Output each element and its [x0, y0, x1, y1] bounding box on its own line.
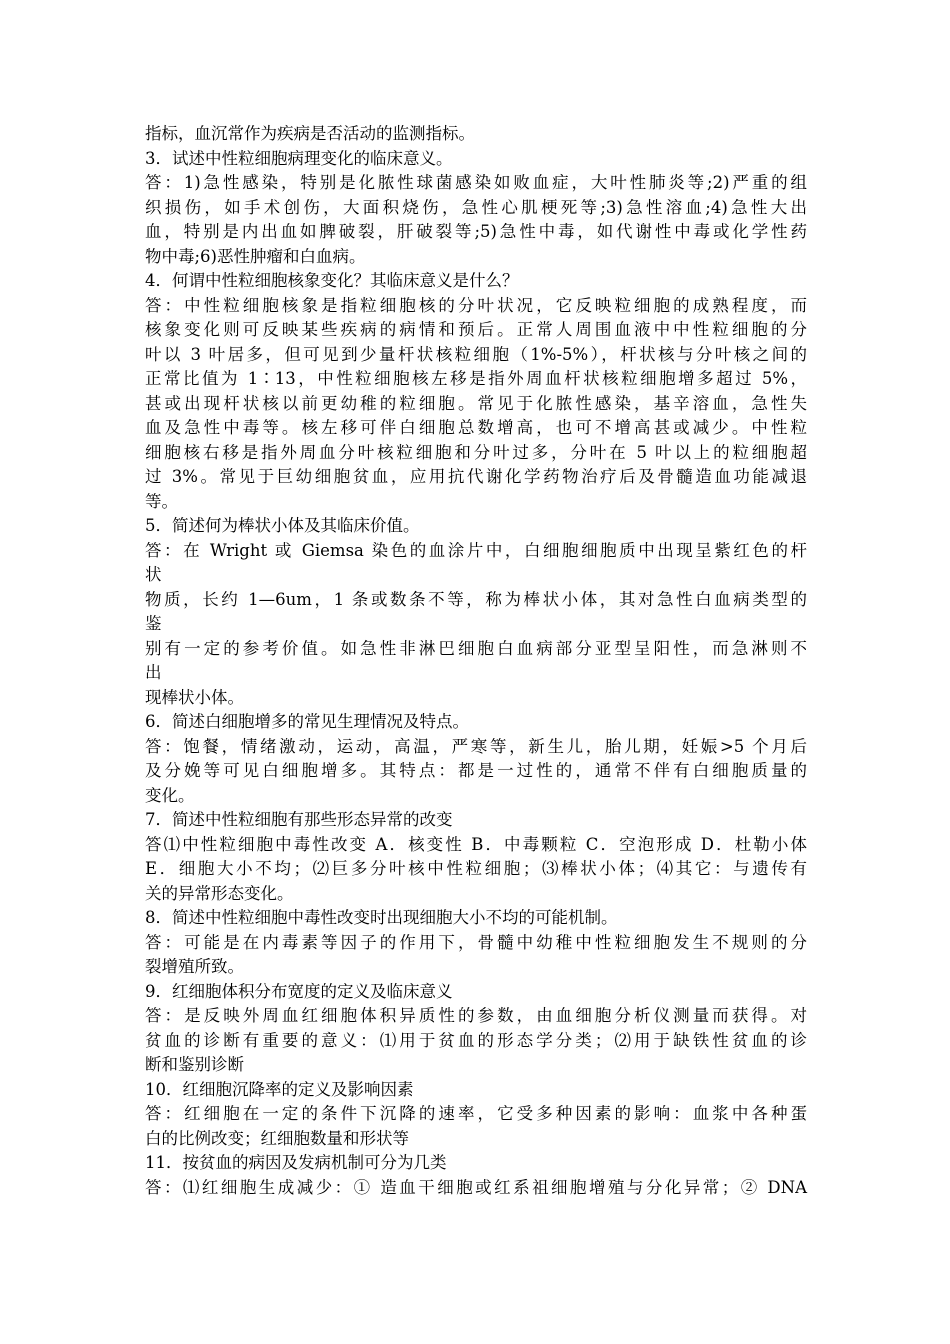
text-line: 甚或出现杆状核以前更幼稚的粒细胞。常见于化脓性感染，基辛溶血，急性失	[145, 393, 807, 413]
text-line: 鉴	[145, 614, 162, 633]
question-heading: 3．试述中性粒细胞病理变化的临床意义。	[145, 148, 453, 168]
question-heading: 10．红细胞沉降率的定义及影响因素	[145, 1079, 414, 1099]
question-heading: 4．何谓中性粒细胞核象变化？其临床意义是什么？	[145, 271, 519, 290]
text-line: 血，特别是内出血如脾破裂，肝破裂等;5)急性中毒，如代谢性中毒或化学性药	[145, 222, 807, 241]
text-line: 现棒状小体。	[145, 687, 244, 707]
text-line: 及分娩等可见白细胞增多。其特点：都是一过性的，通常不伴有白细胞质量的	[145, 761, 807, 780]
question-heading: 5．简述何为棒状小体及其临床价值。	[145, 516, 420, 535]
question-heading: 9．红细胞体积分布宽度的定义及临床意义	[145, 981, 453, 1001]
document-page	[145, 122, 807, 1200]
text-line: 正常比值为 1∶13，中性粒细胞核左移是指外周血杆状核粒细胞增多超过 5%，	[145, 369, 807, 388]
question-heading: 11．按贫血的病因及发病机制可分为几类	[145, 1153, 447, 1172]
text-line: 答：1)急性感染，特别是化脓性球菌感染如败血症，大叶性肺炎等;2)严重的组	[145, 173, 807, 192]
text-line: 关的异常形态变化。	[145, 883, 294, 903]
text-line: 答：红细胞在一定的条件下沉降的速率，它受多种因素的影响：血浆中各种蛋	[145, 1104, 807, 1123]
text-line: 答：在 Wright 或 Giemsa 染色的血涂片中，白细胞细胞质中出现呈紫红色的杆	[145, 540, 807, 560]
text-line: 答：可能是在内毒素等因子的作用下，骨髓中幼稚中性粒细胞发生不规则的分	[145, 932, 807, 952]
text-line: 断和鉴别诊断	[145, 1055, 244, 1074]
text-line: 状	[145, 565, 162, 584]
text-line: 白的比例改变；红细胞数量和形状等	[145, 1128, 409, 1148]
text-line: 变化。	[145, 785, 195, 805]
text-line: 别有一定的参考价值。如急性非淋巴细胞白血病部分亚型呈阳性，而急淋则不	[145, 638, 807, 658]
text-line: 血及急性中毒等。核左移可伴白细胞总数增高，也可不增高甚或减少。中性粒	[145, 418, 807, 437]
text-line: 答：中性粒细胞核象是指粒细胞核的分叶状况，它反映粒细胞的成熟程度，而	[145, 295, 807, 315]
text-line: 核象变化则可反映某些疾病的病情和预后。正常人周围血液中中性粒细胞的分	[145, 320, 807, 339]
text-line: 答：⑴红细胞生成减少：① 造血干细胞或红系祖细胞增殖与分化异常；② DNA	[145, 1177, 807, 1197]
text-line: 出	[145, 663, 162, 682]
text-line: 过 3%。常见于巨幼细胞贫血，应用抗代谢化学药物治疗后及骨髓造血功能减退	[145, 467, 807, 486]
text-line: 贫血的诊断有重要的意义：⑴用于贫血的形态学分类；⑵用于缺铁性贫血的诊	[145, 1030, 807, 1050]
question-heading: 8．简述中性粒细胞中毒性改变时出现细胞大小不均的可能机制。	[145, 908, 618, 927]
text-line: 细胞核右移是指外周血分叶核粒细胞和分叶过多，分叶在 5 叶以上的粒细胞超	[145, 442, 807, 462]
text-line: 物中毒;6)恶性肿瘤和白血病。	[145, 246, 366, 266]
question-heading: 6．简述白细胞增多的常见生理情况及特点。	[145, 712, 469, 731]
text-line: 答⑴中性粒细胞中毒性改变 A．核变性 B．中毒颗粒 C．空泡形成 D．杜勒小体	[145, 834, 807, 854]
text-line: 答：是反映外周血红细胞体积异质性的参数，由血细胞分析仪测量而获得。对	[145, 1006, 807, 1025]
text-line: 织损伤，如手术创伤，大面积烧伤，急性心肌梗死等;3)急性溶血;4)急性大出	[145, 197, 807, 217]
text-line: 叶以 3 叶居多，但可见到少量杆状核粒细胞（1%-5%），杆状核与分叶核之间的	[145, 344, 807, 364]
text-line: E．细胞大小不均；⑵巨多分叶核中性粒细胞；⑶棒状小体；⑷其它：与遗传有	[145, 859, 807, 878]
text-line: 物质，长约 1—6um，1 条或数条不等，称为棒状小体，其对急性白血病类型的	[145, 589, 807, 609]
text-line: 答：饱餐，情绪激动，运动，高温，严寒等，新生儿，胎儿期，妊娠>5 个月后	[145, 736, 807, 756]
text-line: 指标，血沉常作为疾病是否活动的监测指标。	[145, 124, 475, 143]
text-line: 等。	[145, 491, 178, 511]
question-heading: 7．简述中性粒细胞有那些形态异常的改变	[145, 810, 453, 829]
text-line: 裂增殖所致。	[145, 957, 244, 976]
